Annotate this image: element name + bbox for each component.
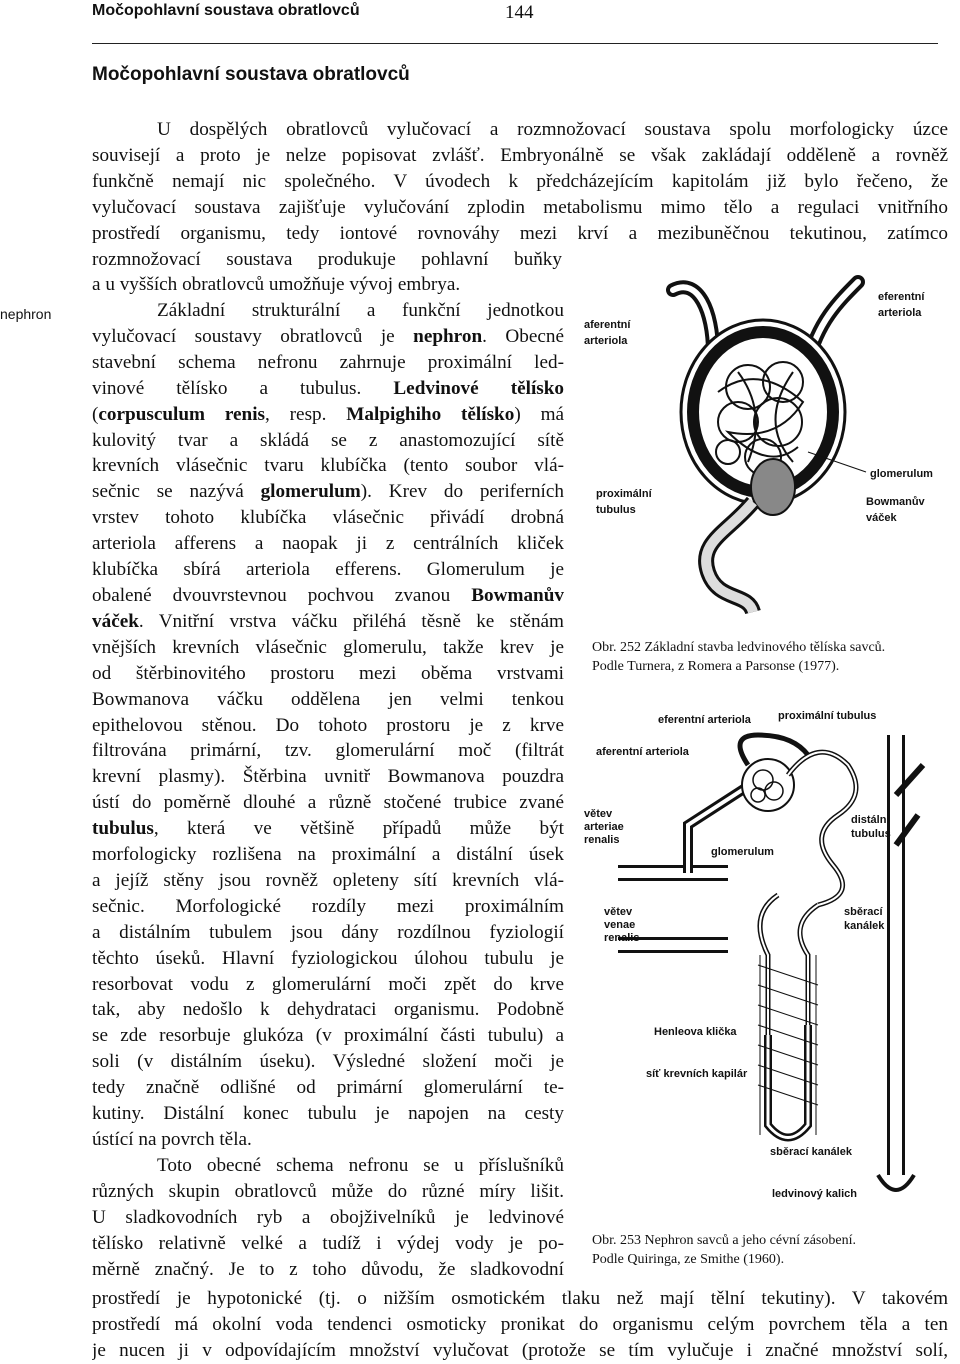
text-line bbox=[92, 635, 564, 661]
label-glomerulum: glomerulum bbox=[711, 846, 774, 858]
text-line bbox=[92, 946, 564, 972]
bold-term: tubulus bbox=[92, 818, 154, 840]
label-glomerulum: glomerulum bbox=[870, 468, 933, 480]
text-segment: ústí do poměrně dlouhé a různě stočené trubice zvané bbox=[92, 792, 564, 814]
text-segment: a jejíž stěny jsou rovněž opleteny sítí krevních vlá- bbox=[92, 869, 564, 891]
text-line bbox=[92, 221, 948, 247]
label-vein-branch-3: renalis bbox=[604, 932, 640, 944]
text-segment: klubíčka sbírá arteriola efferens. Glomerulum je bbox=[92, 559, 564, 581]
text-segment: ). Krev do periferních bbox=[360, 481, 564, 503]
text-line bbox=[92, 972, 564, 998]
text-line bbox=[92, 609, 564, 635]
caption-line: Obr. 253 Nephron savců a jeho cévní zásobení. bbox=[592, 1233, 856, 1248]
running-title: Močopohlavní soustava obratlovců bbox=[92, 2, 360, 19]
bottom-paragraph bbox=[92, 1286, 948, 1364]
text-segment: vinové tělísko a tubulus. bbox=[92, 377, 394, 399]
intro-paragraph-last-line bbox=[92, 272, 562, 298]
text-line bbox=[92, 1101, 564, 1127]
figure-2-caption bbox=[592, 1231, 952, 1269]
text-line bbox=[92, 661, 564, 687]
section-title: Močopohlavní soustava obratlovců bbox=[92, 64, 410, 85]
text-segment: morfologicky rozlišena na proximální a distální úsek bbox=[92, 844, 564, 866]
text-line bbox=[92, 1257, 564, 1283]
text-segment: , která ve většině případů může být bbox=[153, 818, 564, 840]
label-collecting-duct-2: kanálek bbox=[844, 920, 885, 932]
text-segment: arteriola afferens a naopak ji z centrálních kliček bbox=[92, 533, 564, 555]
text-segment: vnějších krevních vlásečnic glomerulu, takže krev je bbox=[92, 636, 564, 658]
bold-term: nephron bbox=[413, 325, 483, 347]
label-efferent-arteriole: eferentní arteriola bbox=[658, 714, 751, 726]
text-segment: Základní strukturální a funkční jednotkou bbox=[157, 300, 564, 321]
text-segment: ) má bbox=[514, 403, 564, 425]
text-segment: filtrována primární, tzv. glomerulární moč (filtrát bbox=[92, 740, 564, 762]
label-bowman-2: váček bbox=[866, 512, 897, 524]
text-segment: Toto obecné schema nefronu se u příslušníků bbox=[157, 1154, 564, 1176]
text-line bbox=[92, 453, 564, 479]
text-segment: rozmnožovací soustava produkuje pohlavní buňky bbox=[92, 248, 562, 270]
label-bowman: Bowmanův bbox=[866, 496, 925, 508]
text-line bbox=[92, 1127, 564, 1153]
label-proximal: proximální bbox=[596, 488, 652, 500]
caption-line: Podle Quiringa, ze Smithe (1960). bbox=[592, 1252, 785, 1267]
text-line bbox=[92, 1049, 564, 1075]
text-line bbox=[92, 1179, 564, 1205]
text-line bbox=[92, 920, 564, 946]
text-segment: těchto úseků. Hlavní fyziologickou úlohou tubulu je bbox=[92, 947, 564, 969]
label-artery-branch-3: renalis bbox=[584, 834, 620, 846]
text-line bbox=[92, 169, 948, 195]
text-segment: vrstev tohoto klubíčka vlásečnic přivádí drobná bbox=[92, 507, 564, 529]
label-artery-branch-2: arteriae bbox=[584, 821, 624, 833]
text-segment: . Obecné bbox=[482, 325, 564, 347]
text-line bbox=[92, 479, 564, 505]
label-proximal-2: tubulus bbox=[596, 504, 636, 516]
figure-renal-corpuscle bbox=[578, 272, 958, 617]
text-line bbox=[92, 143, 948, 169]
text-segment: obalené dvouvrstevnou pochvou zvanou bbox=[92, 584, 472, 606]
text-segment: Bowmanova váčku oddělena jen velmi tenkou bbox=[92, 688, 564, 710]
text-line bbox=[92, 247, 562, 273]
label-renal-calyx: ledvinový kalich bbox=[772, 1188, 857, 1200]
label-collecting-duct-lower: sběrací kanálek bbox=[770, 1146, 852, 1158]
bold-term: glomerulum bbox=[260, 481, 361, 503]
label-henle-loop: Henleova klička bbox=[654, 1026, 737, 1038]
figure-nephron bbox=[578, 705, 960, 1210]
text-line: a u vyšších obratlovců umožňuje vývoj embrya. bbox=[92, 274, 461, 295]
text-line bbox=[92, 583, 564, 609]
intro-paragraph bbox=[92, 117, 948, 272]
label-vein-branch-2: venae bbox=[604, 919, 636, 931]
text-line bbox=[92, 505, 564, 531]
text-line bbox=[92, 1023, 564, 1049]
bold-term: Malpighiho tělísko bbox=[346, 403, 515, 425]
text-segment: kutiny. Distální konec tubulu je napojen na cesty bbox=[92, 1103, 564, 1125]
header-rule bbox=[92, 43, 938, 44]
text-line bbox=[92, 1231, 564, 1257]
text-segment: vylučovací soustava zajišťuje vylučování zplodin metabolismu mimo tělo a regulaci vnitřního bbox=[92, 196, 948, 218]
text-segment: . Vnitřní vrstva váčku přiléhá těsně ke stěnám bbox=[138, 610, 564, 632]
text-segment: ( bbox=[92, 403, 99, 425]
text-line bbox=[92, 324, 564, 350]
text-segment: epithelovou stěnou. Do tohoto prostoru je z krve bbox=[92, 714, 564, 736]
margin-note: nephron bbox=[0, 306, 52, 322]
text-line: je nucen ji v odpovídajícím množství vylučovat (protože se tím vylučuje i značné množství solí, bbox=[92, 1339, 948, 1361]
text-segment: a distálním tubulem jsou dány rozdílnou fyziologií bbox=[92, 921, 564, 943]
text-segment: se zde resorbuje glukóza (v proximální části tubulu) a bbox=[92, 1025, 564, 1047]
label-distal-tubule: distální bbox=[851, 814, 890, 826]
text-segment: sečnic. Morfologické rozdíly mezi proximálním bbox=[92, 895, 564, 917]
bold-term: váček bbox=[92, 610, 139, 632]
text-line bbox=[92, 868, 564, 894]
label-efferent: eferentní bbox=[878, 291, 925, 303]
text-line bbox=[92, 402, 564, 428]
bold-term: Ledvinové tělísko bbox=[393, 377, 564, 399]
text-segment: od štěrbinovitého prostoru mezi oběma vrstvami bbox=[92, 662, 564, 684]
left-column-text bbox=[92, 298, 564, 1282]
text-line bbox=[92, 738, 564, 764]
text-segment: stavební schema nefronu zahrnuje proximální led- bbox=[92, 351, 564, 373]
text-segment: tak, aby nedošlo k dehydrataci organismu. Podobně bbox=[92, 999, 564, 1021]
label-efferent-2: arteriola bbox=[878, 307, 922, 319]
text-line bbox=[92, 117, 948, 143]
text-line bbox=[92, 531, 564, 557]
text-line bbox=[92, 894, 564, 920]
text-line bbox=[92, 816, 564, 842]
label-distal-tubule-2: tubulus bbox=[851, 828, 891, 840]
label-capillary-net: síť krevních kapilár bbox=[646, 1068, 748, 1080]
text-line: prostředí má okolní voda tendenci osmoticky pronikat do organismu celým povrchem těla a ten bbox=[92, 1313, 948, 1335]
text-line bbox=[92, 428, 564, 454]
text-line bbox=[92, 687, 564, 713]
text-line bbox=[92, 350, 564, 376]
text-segment: ústící na povrch těla. bbox=[92, 1129, 252, 1150]
text-segment: prostředí organismu, tedy iontové rovnováhy mezi krví a mezibuněčnou tekutinou, zatímco bbox=[92, 222, 948, 244]
henle-loop-shape bbox=[768, 1025, 808, 1138]
text-segment: , resp. bbox=[265, 403, 347, 425]
text-segment: U sladkovodních ryb a obojživelníků je ledvinové bbox=[92, 1206, 564, 1228]
text-segment: resorbovat vodu z glomerulární moči zpět do krve bbox=[92, 973, 564, 995]
text-segment: tělísko relativně velké a tudíž i výdej vody je po- bbox=[92, 1232, 564, 1254]
label-proximal-tubule: proximální tubulus bbox=[778, 710, 877, 722]
bold-term: corpusculum renis bbox=[98, 403, 266, 425]
text-line bbox=[92, 1153, 564, 1179]
text-line bbox=[92, 997, 564, 1023]
text-segment: různých skupin obratlovců může do různé míry lišit. bbox=[92, 1180, 564, 1202]
text-segment: měrně značný. Je to z toho důvodu, že sladkovodní bbox=[92, 1258, 564, 1280]
text-line bbox=[92, 195, 948, 221]
text-segment: kulovitý tvar a skládá se z anastomozující sítě bbox=[92, 429, 564, 451]
text-line bbox=[92, 842, 564, 868]
text-line bbox=[92, 1205, 564, 1231]
text-segment: krevních vlásečnic tvaru klubíčka (tento soubor vlá- bbox=[92, 455, 564, 477]
text-line bbox=[92, 557, 564, 583]
text-line bbox=[92, 790, 564, 816]
text-line: prostředí je hypotonické (tj. o nižším osmotickém tlaku než mají tělní tekutiny). V takovém bbox=[92, 1288, 948, 1309]
figure-1-caption bbox=[592, 638, 952, 676]
label-afferent-arteriole: aferentní arteriola bbox=[596, 746, 689, 758]
text-line bbox=[92, 713, 564, 739]
text-line bbox=[92, 298, 564, 324]
caption-line: Podle Turnera, z Romera a Parsonse (1977). bbox=[592, 659, 840, 674]
label-vein-branch: větev bbox=[604, 906, 633, 918]
label-collecting-duct: sběrací bbox=[844, 906, 883, 918]
text-line bbox=[92, 1075, 564, 1101]
page-number: 144 bbox=[505, 2, 534, 23]
text-segment: U dospělých obratlovců vylučovací a rozmnožovací soustava spolu morfologicky úzce bbox=[157, 119, 948, 140]
text-segment: sečnic se nazývá bbox=[92, 481, 261, 503]
label-afferent: aferentní bbox=[584, 319, 631, 331]
text-segment: tedy značně odlišné od primární glomerulární te- bbox=[92, 1077, 564, 1099]
text-segment: soli (v distálním úseku). Výsledné složení moči je bbox=[92, 1051, 564, 1073]
caption-line: Obr. 252 Základní stavba ledvinového tělíska savců. bbox=[592, 640, 886, 655]
text-segment: funkčně nemají nic společného. V úvodech k předcházejícím kapitolám již bylo řečeno, že bbox=[92, 170, 948, 192]
text-segment: krevní plasmy). Štěrbina uvnitř Bowmanova pouzdra bbox=[92, 766, 564, 788]
text-segment: souvisejí a proto je nelze popisovat zvlášť. Embryonálně se však zakládají odděleně a rovněž bbox=[92, 144, 948, 166]
text-segment: vylučovací soustavy obratlovců je bbox=[92, 325, 414, 347]
text-line bbox=[92, 764, 564, 790]
text-line bbox=[92, 376, 564, 402]
bold-term: Bowmanův bbox=[471, 584, 564, 606]
label-artery-branch: větev bbox=[584, 808, 613, 820]
label-afferent-2: arteriola bbox=[584, 335, 628, 347]
